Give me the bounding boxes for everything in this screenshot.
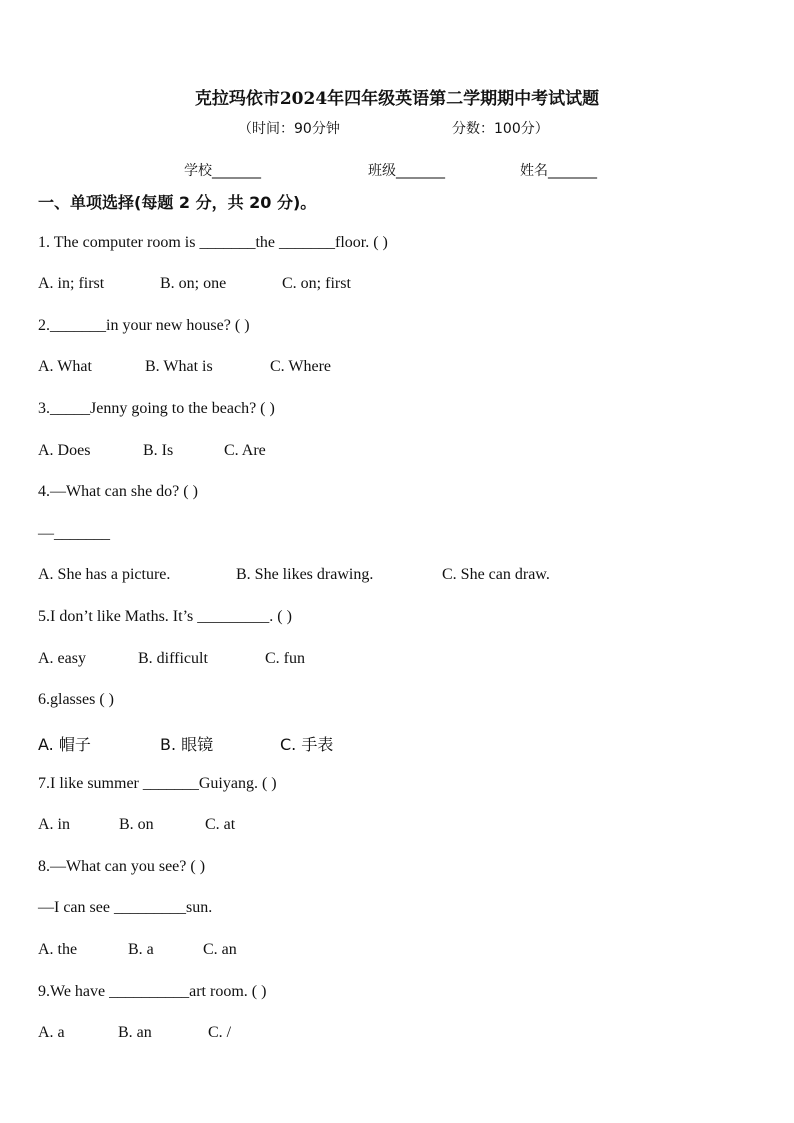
q5-option-b: B. difficult [138,650,208,667]
q2-option-b: B. What is [145,358,213,375]
question-6: 6.glasses ( ) [38,691,114,708]
q5-option-c: C. fun [265,650,305,667]
school-field: 学校_______ [184,163,261,179]
q4-answer-line: —_______ [38,525,110,542]
q9-option-b: B. an [118,1024,152,1041]
q3-option-a: A. Does [38,442,91,459]
question-7: 7.I like summer _______Guiyang. ( ) [38,775,277,792]
q8-option-a: A. the [38,941,78,958]
q7-option-b: B. on [119,816,154,833]
question-3: 3._____Jenny going to the beach? ( ) [38,400,275,417]
question-1: 1. The computer room is _______the _______floor. ( ) [38,234,388,251]
q2-option-c: C. Where [270,358,332,375]
q7-option-c: C. at [205,816,236,833]
q3-option-b: B. Is [143,442,174,459]
name-field: 姓名_______ [520,163,597,179]
class-field: 班级_______ [368,163,445,179]
q8-answer-line: —I can see _________sun. [38,899,213,916]
q3-option-c: C. Are [224,442,266,459]
q4-option-a: A. She has a picture. [38,566,171,583]
q2-option-a: A. What [38,358,92,375]
exam-score: 分数：100分） [452,121,549,137]
q9-option-c: C. / [208,1024,232,1041]
q6-option-a: A. 帽子 [38,735,91,754]
question-4: 4.—What can she do? ( ) [38,483,198,500]
q6-option-c: C. 手表 [280,735,334,754]
question-2: 2._______in your new house? ( ) [38,317,250,334]
q8-option-b: B. a [128,941,154,958]
question-8: 8.—What can you see? ( ) [38,858,206,875]
question-9: 9.We have __________art room. ( ) [38,983,267,1000]
q5-option-a: A. easy [38,650,86,667]
q1-option-c: C. on; first [282,275,351,292]
question-5: 5.I don’t like Maths. It’s _________. ( ) [38,608,292,625]
q1-option-b: B. on; one [160,275,227,292]
q6-option-b: B. 眼镜 [160,735,214,754]
section-heading: 一、单项选择(每题 2 分，共 20 分)。 [38,193,317,212]
q9-option-a: A. a [38,1024,65,1041]
q1-option-a: A. in; first [38,275,105,292]
q4-option-c: C. She can draw. [442,566,550,583]
q4-option-b: B. She likes drawing. [236,566,374,583]
exam-time: （时间：90分钟 [238,121,340,137]
q7-option-a: A. in [38,816,70,833]
q8-option-c: C. an [203,941,237,958]
page-title: 克拉玛依市2024年四年级英语第二学期期中考试试题 [194,89,600,109]
